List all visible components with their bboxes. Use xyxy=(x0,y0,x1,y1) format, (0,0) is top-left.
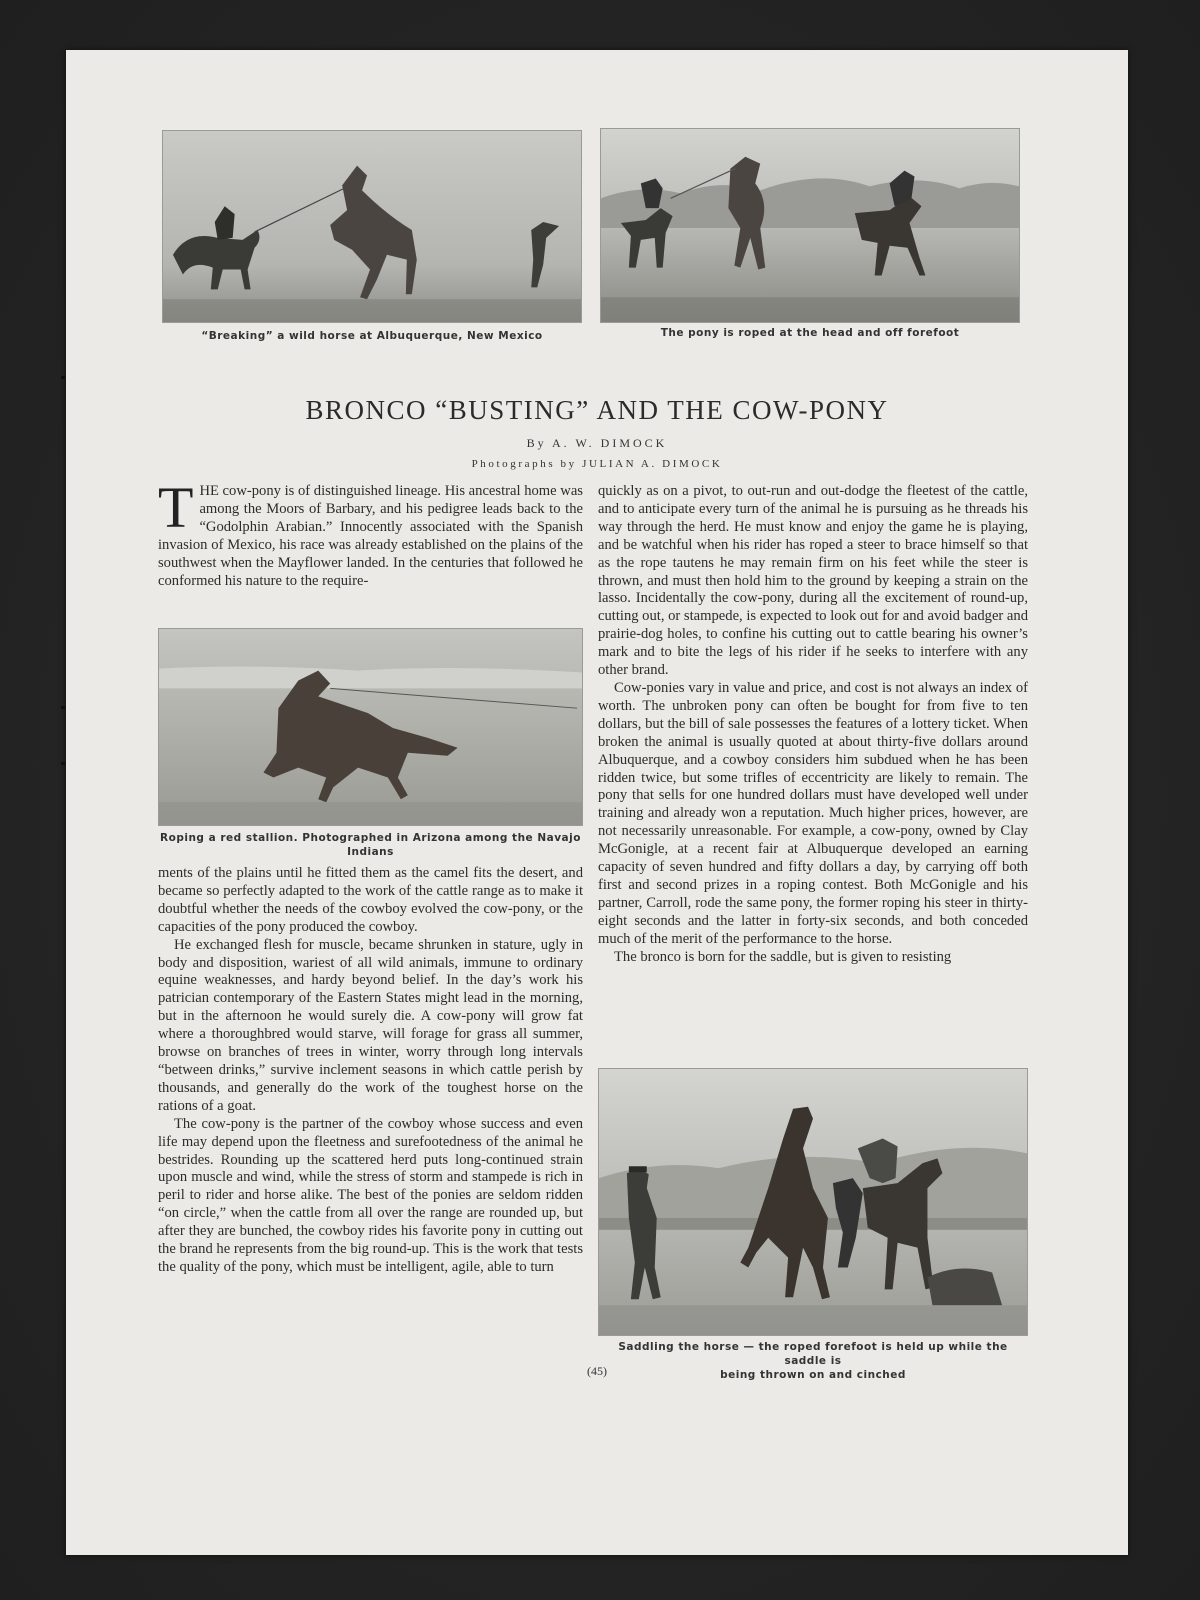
paragraph: ments of the plains until he fitted them as the camel fits the desert, and became so perfectly adapted to the work of the cattle range as to make it doubtful whether the needs of the cowboy evolved the cow-pony, or the capacities of the pony produced the cowboy. xyxy=(158,865,583,935)
paragraph: HE cow-pony is of distinguished lineage. His ancestral home was among the Moors of Barbary, and his pedigree leads back to the “Godolphin Arabian.” Innocently associated with the Spanish invasion of Mexico, his race was already established on the plains of the southwest when the Mayflower landed. In the centuries that followed he conformed his nature to the require- xyxy=(158,483,583,589)
binding-mark xyxy=(61,376,65,379)
paragraph: He exchanged flesh for muscle, became shrunken in stature, ugly in body and disposition, wariest of all wild animals, immune to ordinary equine weaknesses, and hardy beyond belief. In the day’s work his patrician contemporary of the Eastern States might lead in the morning, but in the afternoon he would surely die. A cow-pony will grow fat where a thoroughbred would starve, will forage for grass all summer, browse on branches of trees in winter, worry through long intervals “between drinks,” survive inclement seasons in which cattle perish by thousands, and generally do the work of the toughest horse on the rations of a goat. xyxy=(158,936,583,1114)
caption-line: being thrown on and cinched xyxy=(720,1369,906,1381)
binding-mark xyxy=(61,706,65,709)
photo-pony-roped xyxy=(600,128,1020,323)
paragraph: Cow-ponies vary in value and price, and cost is not always an index of worth. The unbroken pony can often be bought for from five to ten dollars, but the bill of sale possesses the features of a lottery ticket. When broken the animal is usually quoted at about thirty-five dollars around Albuquerque, and a cowboy considers him subdued when he has been ridden twice, but some trifles of eccentricity are likely to remain. The pony that sells for one hundred dollars must have developed well under training and already won a reputation. Much higher prices, however, are not necessarily unreasonable. For example, a cow-pony, owned by Clay McGonigle, at a recent fair at Albuquerque developed an earning capacity of seven hundred and fifty dollars a day, by carrying off both first and second prizes in a roping contest. Both McGonigle and his partner, Carroll, rode the same pony, the former roping his steer in thirty-eight seconds and the latter in forty-six seconds, and both conceded much of the merit of the performance to the horse. xyxy=(598,679,1028,947)
article-byline: By A. W. DIMOCK xyxy=(526,436,668,450)
photo-credit: Photographs by JULIAN A. DIMOCK xyxy=(471,458,723,470)
photo-breaking-wild-horse xyxy=(162,130,582,323)
paragraph: The bronco is born for the saddle, but is given to resisting xyxy=(614,948,952,965)
paragraph: quickly as on a pivot, to out-run and out-dodge the fleetest of the cattle, and to anticipate every turn of the animal he is pursuing as he threads his way through the herd. He must know and enjoy the game he is playing, and be watchful when his rider has roped a steer to brace himself so that as the rope tautens he may remain firm on his feet while the steer is thrown, and must then hold him to the ground by keeping a strain on the lasso. Incidentally the cow-pony, during all the excitement of round-up, cutting out, or stampede, is expected to look out for and avoid badger and prairie-dog holes, to confine his cutting out to cattle bearing his owner’s mark and to bite the legs of his rider if he seeks to interfere with any other brand. xyxy=(598,483,1028,679)
caption-line: Saddling the horse — the roped forefoot is held up while the saddle is xyxy=(618,1341,1008,1367)
photo-roping-red-stallion xyxy=(158,628,583,826)
paragraph: The cow-pony is the partner of the cowboy whose success and even life may depend upon the fleetness and surefootedness of the animal he bestrides. Rounding up the scattered herd puts long-continued strain upon muscle and wind, while the stress of storm and stampede is rich in peril to rider and horse alike. The best of the ponies are seldom ridden “on circle,” when the cattle from all over the range are rounded up, but after they are bunched, the cowboy rides his favorite pony in cutting out the brand he represents from the big round-up. This is the work that tests the quality of the pony, which must be intelligent, agile, able to turn xyxy=(158,1115,583,1275)
photo-caption: The pony is roped at the head and off forefoot xyxy=(660,327,960,339)
photo-saddling-horse xyxy=(598,1068,1028,1336)
article-column-left-bottom xyxy=(158,865,583,1353)
article-column-left-top xyxy=(158,475,583,611)
binding-mark xyxy=(61,762,65,765)
photo-caption: Roping a red stallion. Photographed in Arizona among the Navajo Indians xyxy=(160,832,581,858)
article-title: BRONCO “BUSTING” AND THE COW-PONY xyxy=(305,395,889,425)
drop-cap: T xyxy=(158,475,194,540)
magazine-page xyxy=(66,50,1128,1555)
article-column-right xyxy=(598,483,1028,1048)
photo-caption: “Breaking” a wild horse at Albuquerque, New Mexico xyxy=(201,330,543,342)
page-number: (45) xyxy=(587,1364,607,1378)
